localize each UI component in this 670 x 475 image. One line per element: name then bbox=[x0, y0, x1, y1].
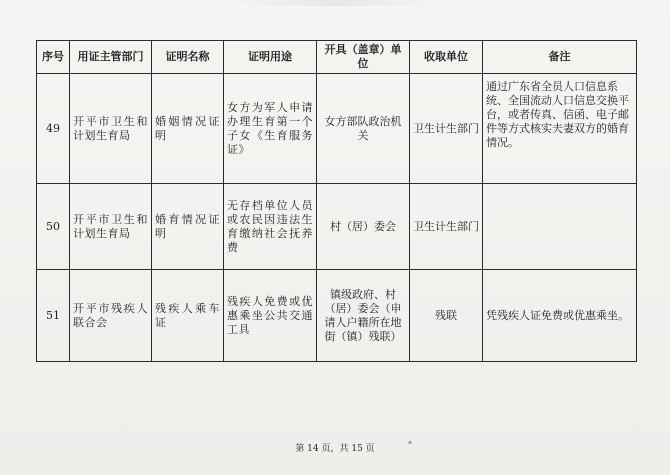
row-number: 51 bbox=[37, 270, 70, 362]
issuer-cell: 村（居）委会 bbox=[317, 184, 410, 270]
scan-artifact bbox=[230, 0, 440, 6]
certificate-table bbox=[36, 40, 637, 362]
header-cell: 证明名称 bbox=[152, 41, 224, 74]
dept-cell: 开平市卫生和计划生育局 bbox=[70, 74, 152, 184]
name-cell: 婚育情况证明 bbox=[152, 184, 224, 270]
scan-mark: * bbox=[408, 440, 412, 449]
note-cell bbox=[483, 184, 637, 270]
use-cell: 残疾人免费或优惠乘坐公共交通工具 bbox=[224, 270, 317, 362]
page-footer: 第 14 页，共 15 页 bbox=[295, 444, 375, 454]
table-header-row bbox=[37, 41, 637, 74]
name-cell: 婚姻情况证明 bbox=[152, 74, 224, 184]
row-number: 50 bbox=[37, 184, 70, 270]
receiver-cell: 卫生计生部门 bbox=[410, 184, 483, 270]
table-row bbox=[37, 184, 637, 270]
header-cell: 开具（盖章）单位 bbox=[317, 41, 410, 74]
issuer-cell: 女方部队政治机关 bbox=[317, 74, 410, 184]
receiver-cell: 残联 bbox=[410, 270, 483, 362]
note-cell: 通过广东省全员人口信息系统、全国流动人口信息交换平台，或者传真、信函、电子邮件等方式核实夫妻双方的婚育情况。 bbox=[483, 74, 637, 184]
dept-cell: 开平市残疾人联合会 bbox=[70, 270, 152, 362]
header-cell: 证明用途 bbox=[224, 41, 317, 74]
header-cell: 用证主管部门 bbox=[70, 41, 152, 74]
header-cell: 收取单位 bbox=[410, 41, 483, 74]
note-cell: 凭残疾人证免费或优惠乘坐。 bbox=[483, 270, 637, 362]
use-cell: 无存档单位人员或农民因违法生育缴纳社会抚养费 bbox=[224, 184, 317, 270]
use-cell: 女方为军人申请办理生育第一个子女《生育服务证》 bbox=[224, 74, 317, 184]
header-cell: 序号 bbox=[37, 41, 70, 74]
table-row bbox=[37, 270, 637, 362]
header-cell: 备注 bbox=[483, 41, 637, 74]
name-cell: 残疾人乘车证 bbox=[152, 270, 224, 362]
receiver-cell: 卫生计生部门 bbox=[410, 74, 483, 184]
issuer-cell: 镇级政府、村（居）委会（申请人户籍所在地街（镇）残联） bbox=[317, 270, 410, 362]
table-row bbox=[37, 74, 637, 184]
row-number: 49 bbox=[37, 74, 70, 184]
dept-cell: 开平市卫生和计划生育局 bbox=[70, 184, 152, 270]
